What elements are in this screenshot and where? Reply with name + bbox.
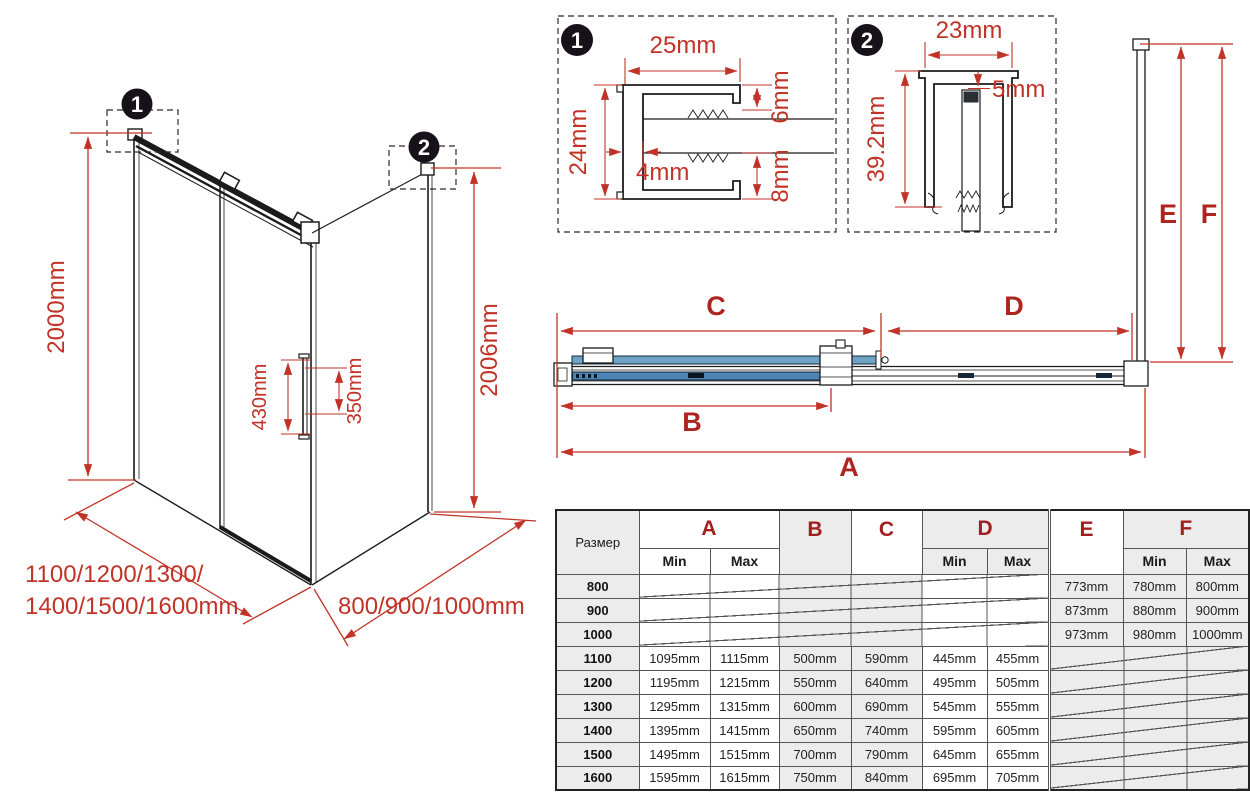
column-header-A: A [639, 510, 779, 548]
table-cell: 800mm [1186, 574, 1249, 598]
table-cell: 780mm [1123, 574, 1186, 598]
subheader-a-min: Min [639, 548, 710, 574]
table-cell: 740mm [851, 718, 922, 742]
table-cell: 495mm [922, 670, 987, 694]
table-cell: 1300 [556, 694, 639, 718]
dim-label-39-2mm: 39.2mm [863, 95, 890, 183]
table-cell [1049, 766, 1249, 790]
marker-2-number: 2 [417, 135, 431, 160]
table-row [556, 574, 1249, 598]
table-cell: 600mm [779, 694, 851, 718]
dim-D [888, 291, 1132, 360]
door-handle [299, 354, 309, 439]
rail-hatch [1096, 373, 1112, 378]
dim-label-24mm: 24mm [565, 108, 592, 176]
table-cell [639, 622, 1049, 646]
table-cell: 973mm [1049, 622, 1123, 646]
dim-label-2006mm: 2006mm [476, 303, 503, 397]
table-cell: 445mm [922, 646, 987, 670]
table-cell: 645mm [922, 742, 987, 766]
dim-8mm [742, 149, 794, 202]
table-cell: 700mm [779, 742, 851, 766]
table-cell: 1100 [556, 646, 639, 670]
table-cell: 605mm [987, 718, 1049, 742]
dim-label-F: F [1200, 199, 1218, 229]
table-cell: 1095mm [639, 646, 710, 670]
isometric-view [25, 89, 536, 647]
marker-1-number: 1 [130, 92, 144, 117]
table-cell [1049, 742, 1249, 766]
dim-E-F [1140, 44, 1233, 362]
table-cell: 1315mm [710, 694, 779, 718]
table-cell: 1615mm [710, 766, 779, 790]
table-cell: 505mm [987, 670, 1049, 694]
table-cell: 773mm [1049, 574, 1123, 598]
table-row [556, 670, 1249, 694]
table-cell [639, 598, 1049, 622]
dim-label-8mm: 8mm [767, 149, 794, 203]
table-cell: 650mm [779, 718, 851, 742]
side-panel-cap [421, 163, 434, 175]
roller-bracket-1 [583, 348, 613, 363]
size-table [555, 509, 1250, 791]
dim-height-left [43, 133, 152, 480]
table-cell: 980mm [1123, 622, 1186, 646]
table-cell: 1600 [556, 766, 639, 790]
marker-1-badge [122, 89, 153, 120]
table-cell: 880mm [1123, 598, 1186, 622]
table-cell: 1000 [556, 622, 639, 646]
table-cell: 900 [556, 598, 639, 622]
table-cell: 1595mm [639, 766, 710, 790]
table-cell [1049, 646, 1249, 670]
table-cell: 1495mm [639, 742, 710, 766]
dim-24mm [565, 85, 621, 199]
dim-B [561, 388, 831, 437]
column-header-D: D [922, 510, 1049, 548]
dim-label-350mm: 350mm [344, 357, 366, 425]
marker-2-badge [409, 132, 440, 163]
dim-23mm [925, 17, 1012, 68]
roller-bracket-2 [820, 346, 852, 385]
dim-label-front-widths-2: 1400/1500/1600mm [25, 593, 239, 620]
column-header-F: F [1123, 510, 1249, 548]
table-cell: 1515mm [710, 742, 779, 766]
dim-label-B: B [682, 407, 702, 437]
dim-label-25mm: 25mm [649, 32, 717, 59]
table-cell [1049, 670, 1249, 694]
dim-label-5mm: 5mm [992, 76, 1046, 103]
table-cell: 590mm [851, 646, 922, 670]
table-cell: 455mm [987, 646, 1049, 670]
subheader-d-max: Max [987, 548, 1049, 574]
dim-label-side-widths: 800/900/1000mm [338, 593, 525, 620]
table-cell: 750mm [779, 766, 851, 790]
door-knob [876, 351, 881, 369]
subheader-a-max: Max [710, 548, 779, 574]
table-cell: 705mm [987, 766, 1049, 790]
dim-label-6mm: 6mm [767, 70, 794, 124]
plan-view [554, 39, 1233, 482]
dim-label-430mm: 430mm [249, 363, 271, 431]
dim-label-4mm: 4mm [636, 159, 690, 186]
table-row [556, 742, 1249, 766]
door-bottom-bar [220, 527, 311, 581]
dim-A [561, 388, 1145, 482]
detail-2-header-profile [848, 16, 1056, 232]
table-cell: 1195mm [639, 670, 710, 694]
table-cell: 595mm [922, 718, 987, 742]
column-header-E: E [1049, 510, 1123, 574]
table-cell: 800 [556, 574, 639, 598]
table-cell: 1295mm [639, 694, 710, 718]
column-header-B: B [779, 510, 851, 574]
gasket-teeth-top [688, 110, 728, 118]
table-cell: 1000mm [1186, 622, 1249, 646]
gasket-teeth-bottom [688, 154, 728, 162]
table-cell: 1500 [556, 742, 639, 766]
table-cell: 1200 [556, 670, 639, 694]
dim-6mm [742, 70, 794, 123]
table-cell: 1395mm [639, 718, 710, 742]
table-cell: 1415mm [710, 718, 779, 742]
size-column-header: Размер [556, 510, 639, 574]
dim-label-23mm: 23mm [935, 17, 1003, 44]
rail-hatch [958, 373, 974, 378]
corner-bracket [301, 222, 319, 243]
detail-2-number: 2 [860, 28, 874, 53]
detail-1-badge [561, 24, 593, 56]
dim-label-2000mm: 2000mm [43, 260, 70, 354]
table-cell: 840mm [851, 766, 922, 790]
table-cell: 545mm [922, 694, 987, 718]
subheader-f-max: Max [1186, 548, 1249, 574]
dim-label-A: A [839, 452, 859, 482]
dim-height-right [431, 168, 503, 512]
table-cell [1049, 694, 1249, 718]
table-row [556, 598, 1249, 622]
table-row [556, 766, 1249, 790]
dim-side-width [314, 514, 536, 646]
table-row [556, 646, 1249, 670]
table-cell: 550mm [779, 670, 851, 694]
column-header-C: C [851, 510, 922, 574]
subheader-f-min: Min [1123, 548, 1186, 574]
dim-label-C: C [706, 291, 726, 321]
table-cell: 900mm [1186, 598, 1249, 622]
subheader-d-min: Min [922, 548, 987, 574]
table-cell: 1115mm [710, 646, 779, 670]
detail-1-wall-profile [558, 16, 836, 232]
table-cell: 500mm [779, 646, 851, 670]
detail-1-number: 1 [570, 28, 584, 53]
table-cell: 640mm [851, 670, 922, 694]
dim-label-E: E [1158, 199, 1178, 229]
table-cell [1049, 718, 1249, 742]
table-cell [639, 574, 1049, 598]
top-rail [134, 137, 313, 247]
dim-handle-350 [305, 358, 366, 425]
table-cell: 873mm [1049, 598, 1123, 622]
table-cell: 790mm [851, 742, 922, 766]
table-cell: 655mm [987, 742, 1049, 766]
table-row [556, 622, 1249, 646]
detail-2-badge [851, 24, 883, 56]
dim-handle-430 [249, 360, 311, 434]
table-row [556, 694, 1249, 718]
table-cell: 695mm [922, 766, 987, 790]
corner-bracket-plan [1124, 361, 1148, 386]
dim-25mm [625, 32, 740, 84]
table-cell: 555mm [987, 694, 1049, 718]
dim-label-front-widths-1: 1100/1200/1300/ [25, 561, 204, 588]
dim-label-D: D [1004, 291, 1024, 321]
table-cell: 1400 [556, 718, 639, 742]
size-table-body [556, 574, 1249, 790]
table-cell: 690mm [851, 694, 922, 718]
table-cell: 1215mm [710, 670, 779, 694]
table-row [556, 718, 1249, 742]
